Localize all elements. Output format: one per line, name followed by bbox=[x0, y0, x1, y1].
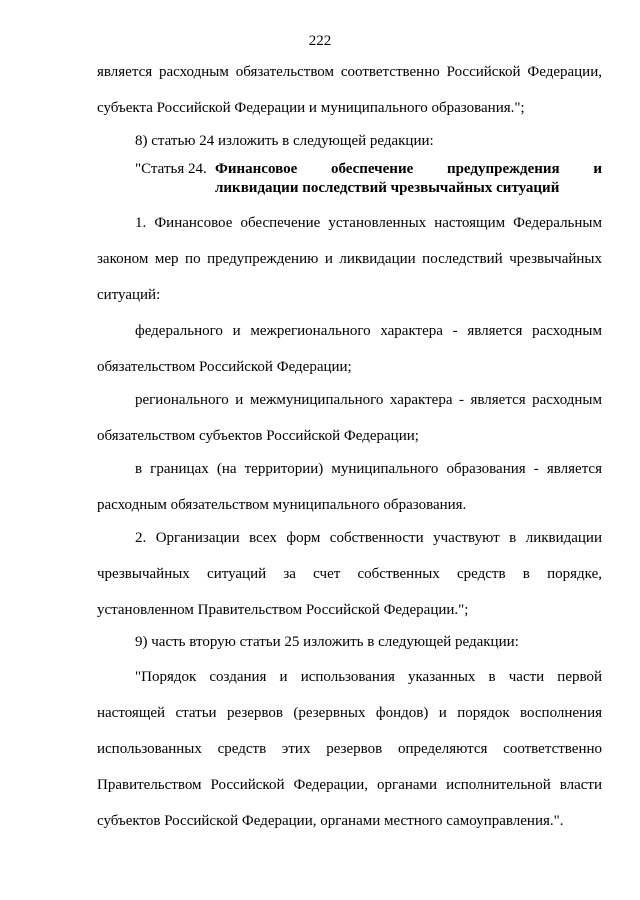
paragraph-continuation bbox=[97, 54, 602, 126]
text-line: настоящей статьи резервов (резервных фондов) и порядок восполнения bbox=[97, 705, 602, 721]
text-line: является расходным обязательством соответственно Российской Федерации, bbox=[97, 64, 602, 80]
page-number: 222 bbox=[308, 33, 332, 49]
text-line: в границах (на территории) муниципального образования - является bbox=[135, 461, 602, 477]
article-title bbox=[215, 160, 602, 198]
text-line: "Порядок создания и использования указанных в части первой bbox=[135, 669, 602, 685]
text-line: чрезвычайных ситуаций за счет собственных средств в порядке, bbox=[97, 566, 602, 582]
text-line: регионального и межмуниципального характера - является расходным bbox=[135, 392, 602, 408]
text-line: обязательством субъектов Российской Федерации; bbox=[97, 428, 419, 444]
paragraph-item-8 bbox=[97, 123, 602, 159]
text-line: субъектов Российской Федерации, органами местного самоуправления.". bbox=[97, 813, 564, 829]
paragraph-article-24-part-1 bbox=[97, 205, 602, 313]
text-line: 9) часть вторую статьи 25 изложить в следующей редакции: bbox=[135, 634, 519, 650]
paragraph-item-9 bbox=[97, 624, 602, 660]
text-line: 2. Организации всех форм собственности участвуют в ликвидации bbox=[135, 530, 602, 546]
text-line: обязательством Российской Федерации; bbox=[97, 359, 352, 375]
text-line: федерального и межрегионального характера - является расходным bbox=[135, 323, 602, 339]
text-line: ситуаций: bbox=[97, 287, 161, 303]
text-line: Правительством Российской Федерации, органами исполнительной власти bbox=[97, 777, 602, 793]
paragraph-municipal bbox=[97, 451, 602, 523]
text-line: 8) статью 24 изложить в следующей редакции: bbox=[135, 133, 434, 149]
text-line: ликвидации последствий чрезвычайных ситуаций bbox=[215, 180, 560, 196]
article-number: "Статья 24. bbox=[135, 161, 207, 177]
text-line: субъекта Российской Федерации и муниципального образования."; bbox=[97, 100, 525, 116]
paragraph-regional bbox=[97, 382, 602, 454]
paragraph-article-24-part-2 bbox=[97, 520, 602, 628]
text-line: установленном Правительством Российской Федерации."; bbox=[97, 602, 469, 618]
paragraph-federal bbox=[97, 313, 602, 385]
text-line: 1. Финансовое обеспечение установленных настоящим Федеральным bbox=[135, 215, 602, 231]
text-line: законом мер по предупреждению и ликвидации последствий чрезвычайных bbox=[97, 251, 602, 267]
text-line: расходным обязательством муниципального образования. bbox=[97, 497, 467, 513]
paragraph-article-25-text bbox=[97, 659, 602, 839]
text-line: Финансовое обеспечение предупреждения и bbox=[215, 161, 602, 177]
text-line: использованных средств этих резервов определяются соответственно bbox=[97, 741, 602, 757]
